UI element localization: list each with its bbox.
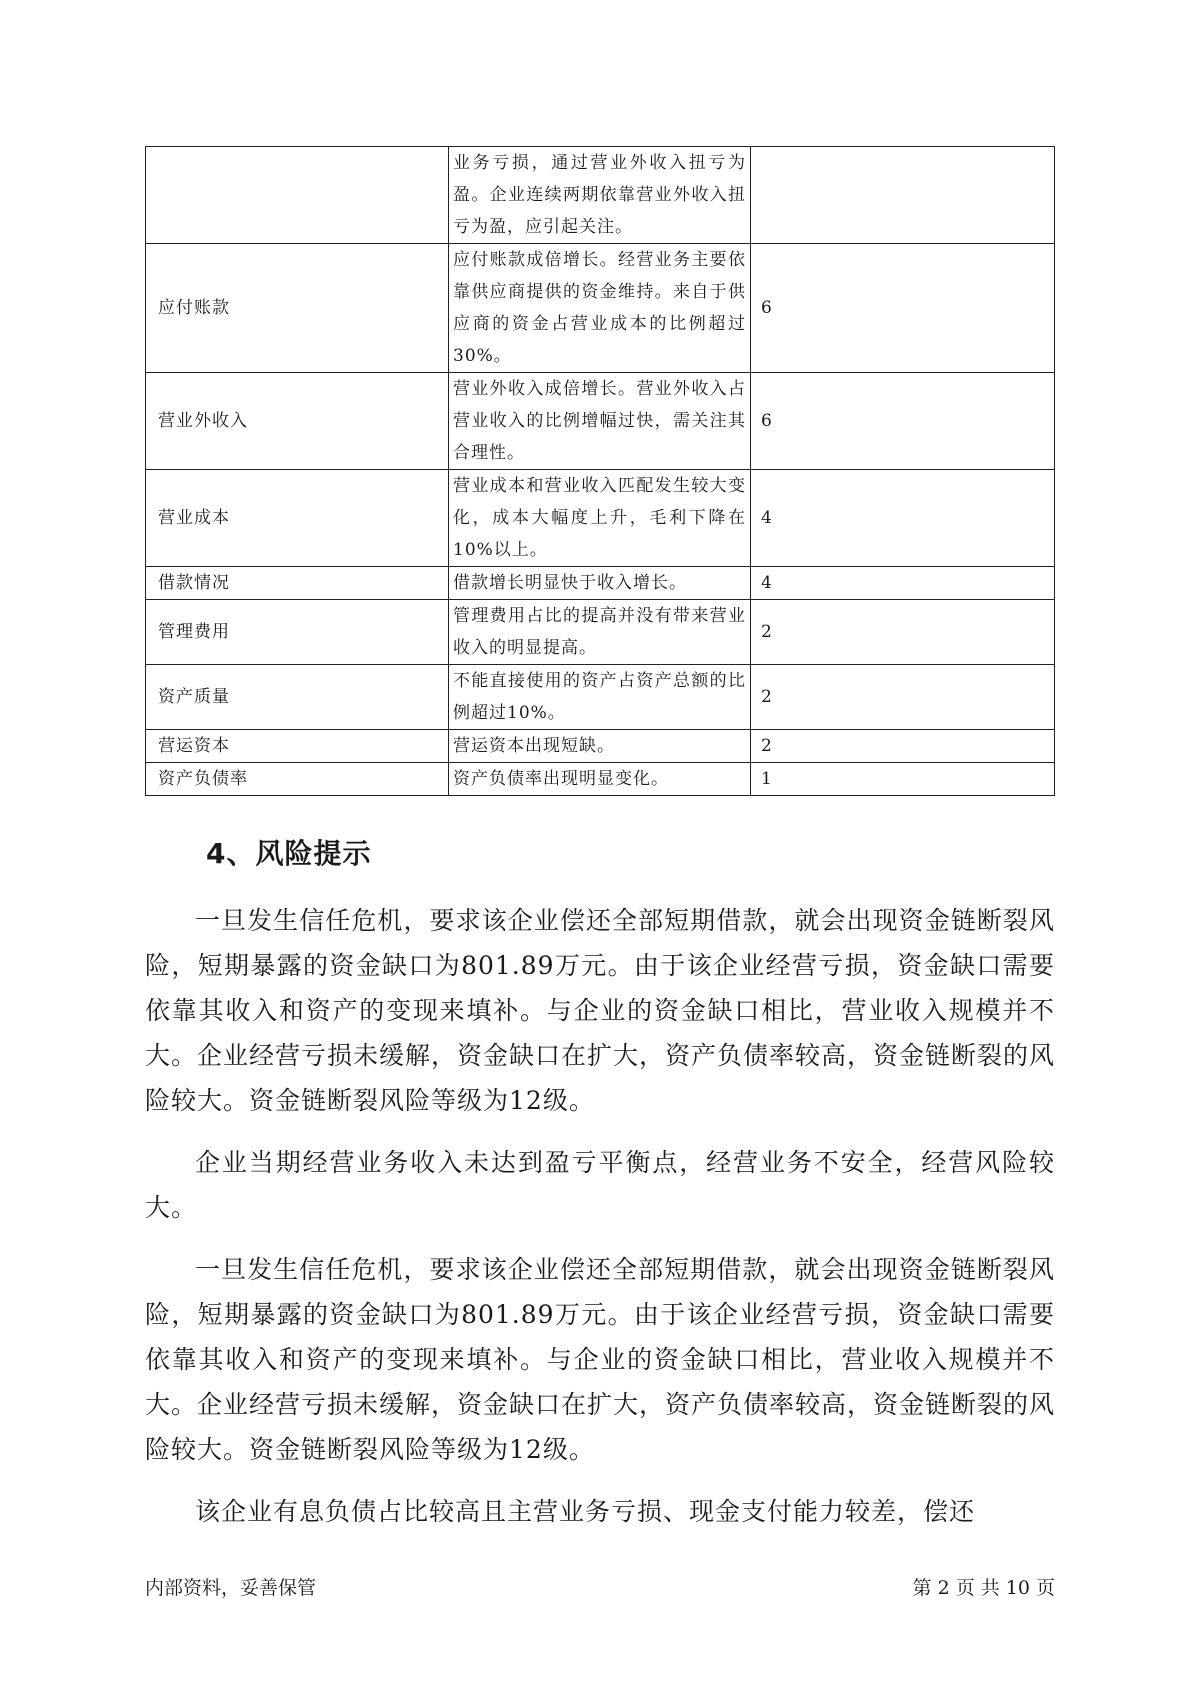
indicator-description: 业务亏损，通过营业外收入扭亏为盈。企业连续两期依靠营业外收入扭亏为盈，应引起关注。 <box>449 147 751 244</box>
indicator-score: 1 <box>751 763 1055 796</box>
paragraph: 一旦发生信任危机，要求该企业偿还全部短期借款，就会出现资金链断裂风险，短期暴露的资金缺口为801.89万元。由于该企业经营亏损，资金缺口需要依靠其收入和资产的变现来填补。与企业的资金缺口相比，营业收入规模并不大。企业经营亏损未缓解，资金缺口在扩大，资产负债率较高，资金链断裂的风险较大。资金链断裂风险等级为12级。 <box>145 1255 1056 1464</box>
table-row <box>146 147 1055 244</box>
indicator-score: 2 <box>751 730 1055 763</box>
indicator-description: 营运资本出现短缺。 <box>449 730 751 763</box>
table-row <box>146 600 1055 665</box>
indicator-name <box>146 147 449 244</box>
indicator-name: 应付账款 <box>146 244 449 373</box>
indicator-name: 资产质量 <box>146 665 449 730</box>
indicator-description: 借款增长明显快于收入增长。 <box>449 567 751 600</box>
body-text <box>145 898 1055 1551</box>
paragraph: 企业当期经营业务收入未达到盈亏平衡点，经营业务不安全，经营风险较大。 <box>145 1148 1055 1222</box>
paragraph: 该企业有息负债占比较高且主营业务亏损、现金支付能力较差，偿还 <box>195 1497 976 1526</box>
indicator-name: 借款情况 <box>146 567 449 600</box>
indicator-score: 4 <box>751 567 1055 600</box>
indicator-description: 营业外收入成倍增长。营业外收入占营业收入的比例增幅过快，需关注其合理性。 <box>449 373 751 470</box>
table-row <box>146 470 1055 567</box>
footer-page-number: 第 2 页 共 10 页 <box>912 1577 1055 1599</box>
indicator-name: 管理费用 <box>146 600 449 665</box>
indicator-name: 营业外收入 <box>146 373 449 470</box>
paragraph: 一旦发生信任危机，要求该企业偿还全部短期借款，就会出现资金链断裂风险，短期暴露的资金缺口为801.89万元。由于该企业经营亏损，资金缺口需要依靠其收入和资产的变现来填补。与企业的资金缺口相比，营业收入规模并不大。企业经营亏损未缓解，资金缺口在扩大，资产负债率较高，资金链断裂的风险较大。资金链断裂风险等级为12级。 <box>145 906 1056 1115</box>
indicator-score: 6 <box>751 373 1055 470</box>
indicator-score: 2 <box>751 600 1055 665</box>
indicator-description: 应付账款成倍增长。经营业务主要依靠供应商提供的资金维持。来自于供应商的资金占营业成本的比例超过30%。 <box>449 244 751 373</box>
indicator-score: 6 <box>751 244 1055 373</box>
risk-indicator-table <box>145 146 1055 796</box>
footer-confidential-note: 内部资料，妥善保管 <box>145 1577 317 1599</box>
indicator-name: 营运资本 <box>146 730 449 763</box>
indicator-name: 营业成本 <box>146 470 449 567</box>
indicator-score: 4 <box>751 470 1055 567</box>
indicator-score <box>751 147 1055 244</box>
indicator-description: 资产负债率出现明显变化。 <box>449 763 751 796</box>
indicator-description: 营业成本和营业收入匹配发生较大变化，成本大幅度上升，毛利下降在10%以上。 <box>449 470 751 567</box>
indicator-name: 资产负债率 <box>146 763 449 796</box>
table-row <box>146 567 1055 600</box>
indicator-description: 管理费用占比的提高并没有带来营业收入的明显提高。 <box>449 600 751 665</box>
indicator-score: 2 <box>751 665 1055 730</box>
table-row <box>146 730 1055 763</box>
table-row <box>146 763 1055 796</box>
table-row <box>146 665 1055 730</box>
indicator-description: 不能直接使用的资产占资产总额的比例超过10%。 <box>449 665 751 730</box>
table-row <box>146 373 1055 470</box>
section-heading-risk-warning: 4、风险提示 <box>206 837 372 870</box>
table-row <box>146 244 1055 373</box>
